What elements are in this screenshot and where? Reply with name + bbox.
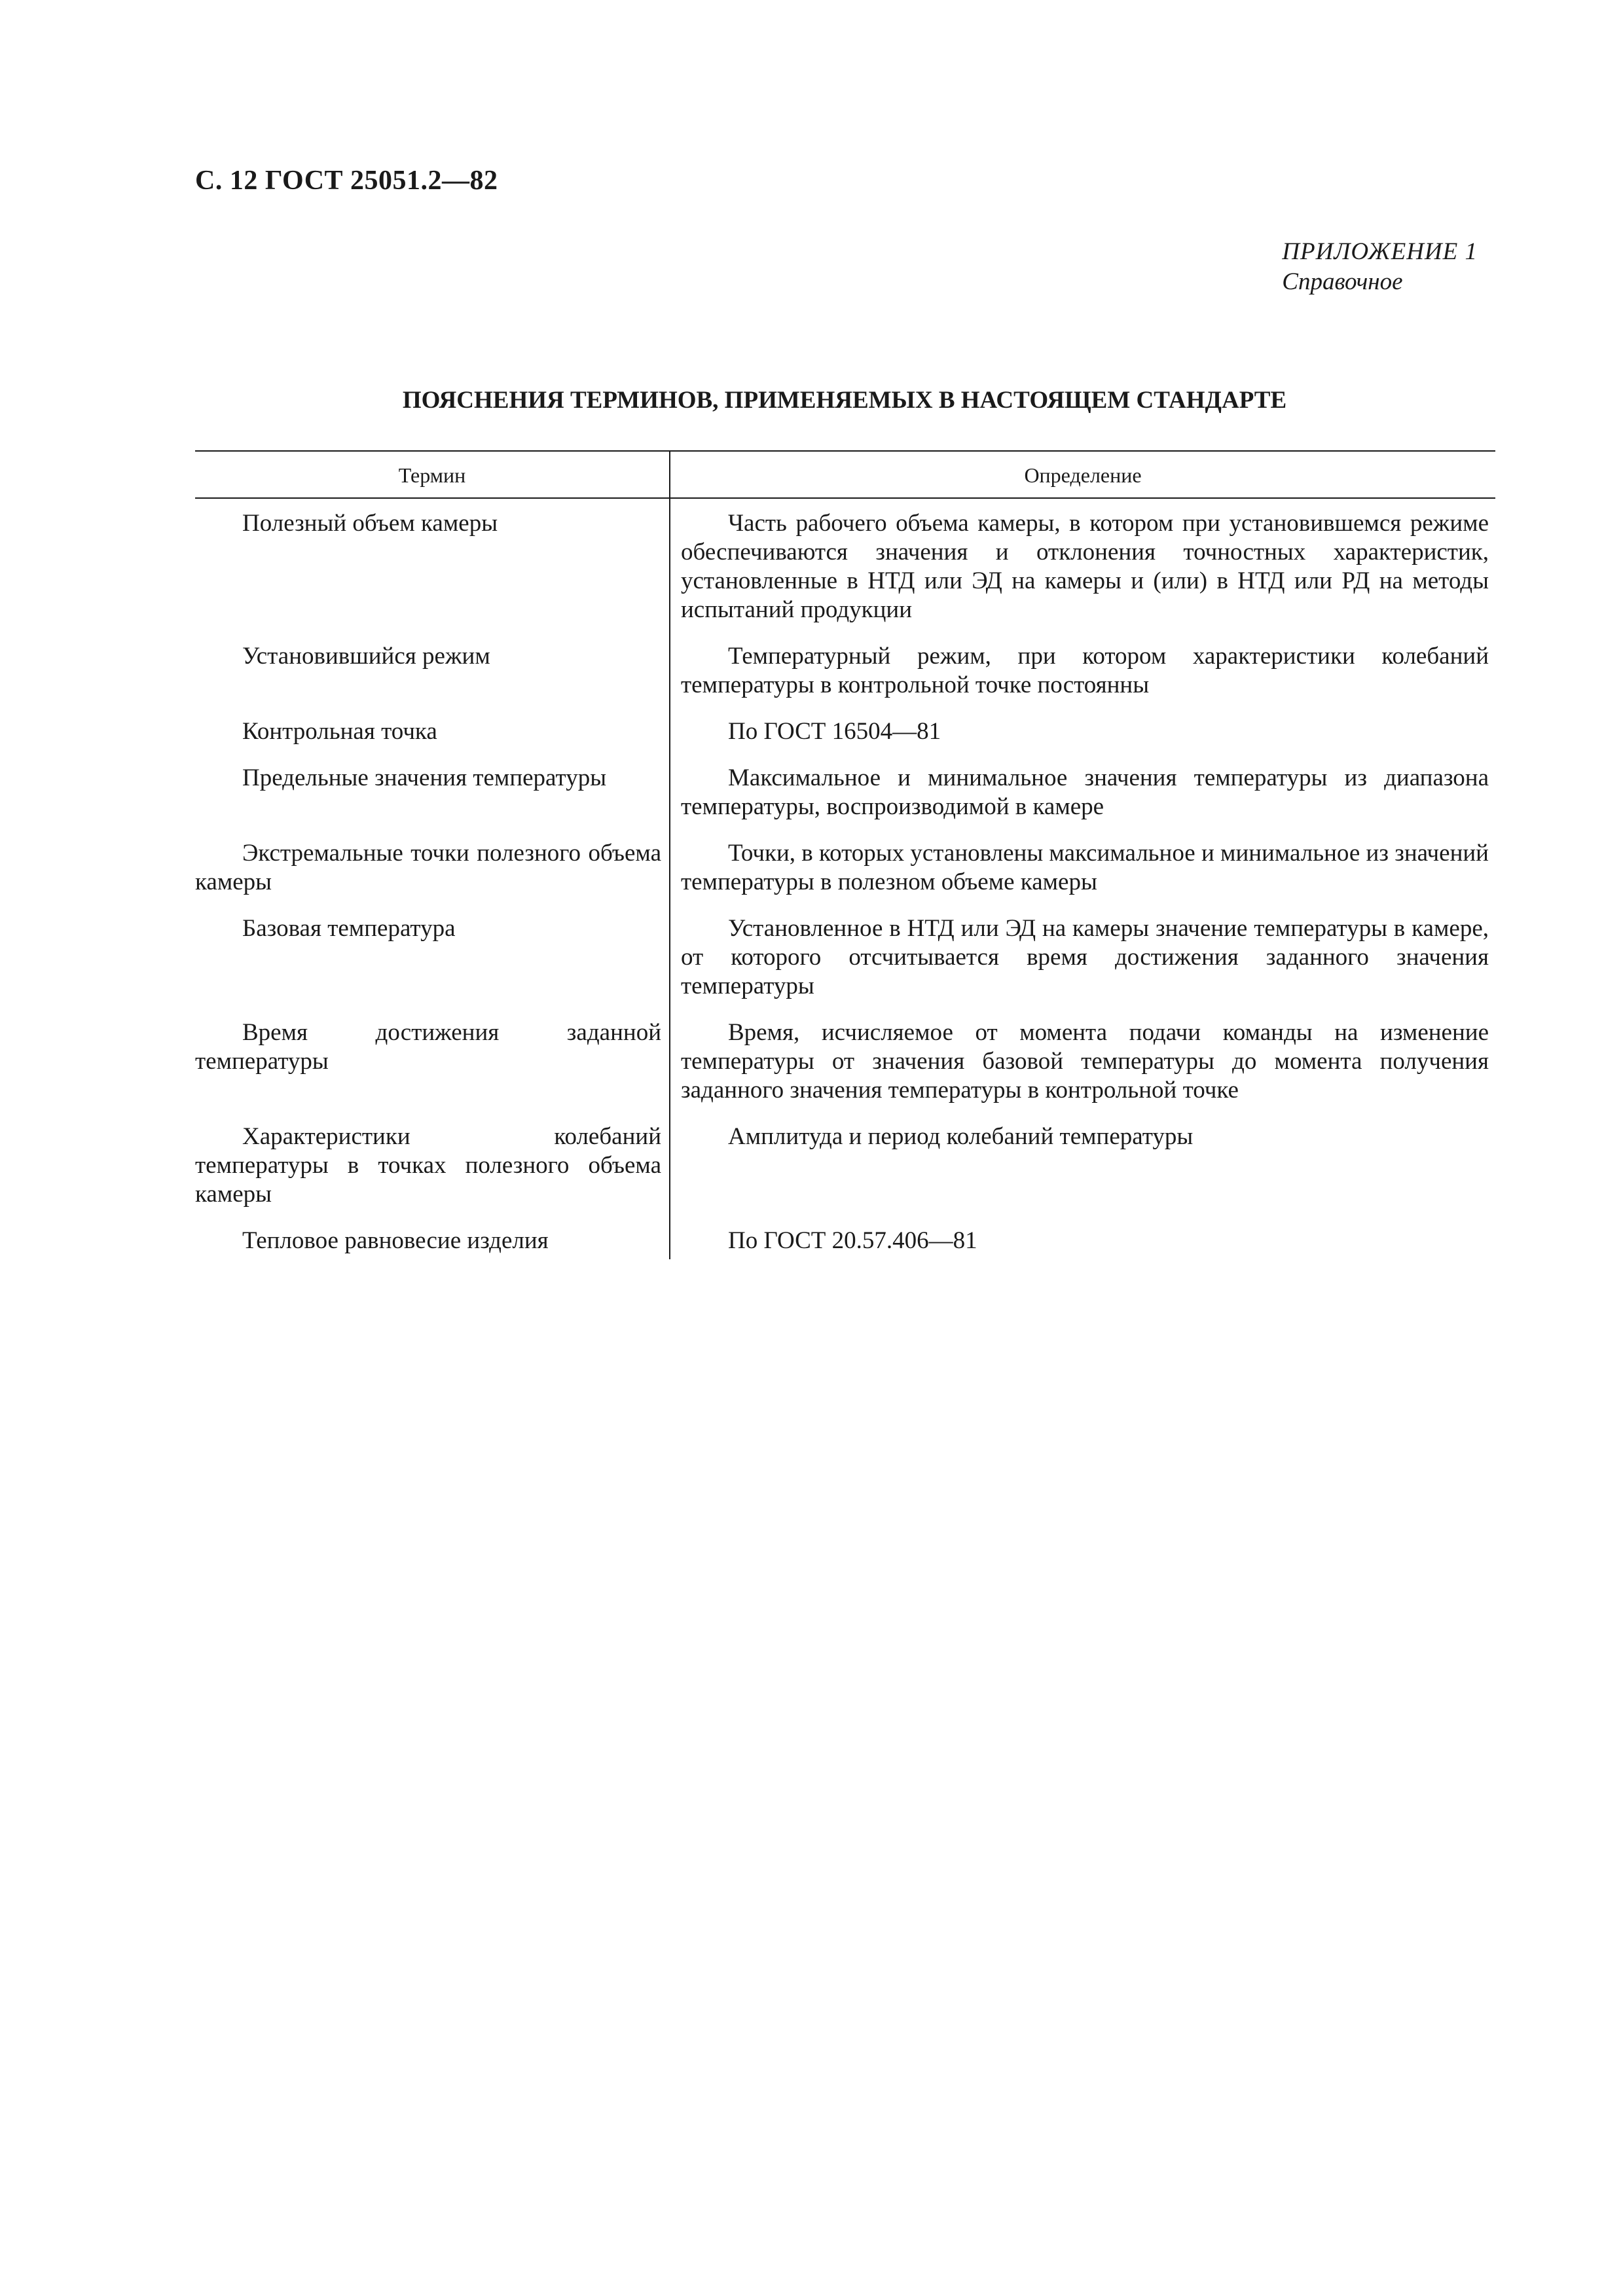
definition-cell: Часть рабочего объема камеры, в котором при установившемся режиме обеспечиваются значения и отклонения точностных характеристик, установленные в НТД или ЭД на камеры и (или) в НТД или РД на методы испытаний продукции [681, 510, 1489, 623]
table-row [195, 717, 1495, 764]
table-row [195, 914, 1495, 1018]
terms-table [195, 450, 1495, 1259]
term-cell: Характеристики колебаний температуры в точках полезного объема камеры [195, 1122, 670, 1227]
column-header-definition: Определение [670, 451, 1495, 498]
term-cell: Тепловое равновесие изделия [195, 1227, 670, 1259]
definition-cell: Амплитуда и период колебаний температуры [728, 1123, 1194, 1150]
document-title: ПОЯСНЕНИЯ ТЕРМИНОВ, ПРИМЕНЯЕМЫХ В НАСТОЯЩЕМ СТАНДАРТЕ [402, 387, 1287, 414]
definition-cell: Точки, в которых установлены максимальное и минимальное из значений температуры в полезном объеме камеры [681, 840, 1489, 895]
table-row [195, 1227, 1495, 1259]
table-header-row [195, 451, 1495, 498]
definition-cell: Установленное в НТД или ЭД на камеры значение температуры в камере, от которого отсчитывается время достижения заданного значения температуры [681, 915, 1489, 999]
term-cell: Контрольная точка [195, 717, 670, 764]
appendix-subtitle: Справочное [1282, 268, 1403, 295]
definition-cell: Максимальное и минимальное значения температуры из диапазона температуры, воспроизводимой в камере [681, 764, 1489, 820]
term-cell: Полезный объем камеры [195, 498, 670, 642]
term-cell: Установившийся режим [195, 642, 670, 717]
term-cell: Базовая температура [195, 914, 670, 1018]
page-header-label: С. 12 ГОСТ 25051.2—82 [195, 166, 498, 196]
term-cell: Экстремальные точки полезного объема камеры [195, 839, 670, 914]
term-cell: Предельные значения температуры [195, 764, 670, 839]
appendix-title: ПРИЛОЖЕНИЕ 1 [1282, 238, 1478, 265]
definition-cell: По ГОСТ 16504—81 [728, 718, 941, 745]
definition-cell: Температурный режим, при котором характеристики колебаний температуры в контрольной точке постоянны [681, 643, 1489, 698]
table-row [195, 764, 1495, 839]
table-row [195, 498, 1495, 642]
term-cell: Время достижения заданной температуры [195, 1018, 670, 1122]
definition-cell: Время, исчисляемое от момента подачи команды на изменение температуры от значения базовой температуры до момента получения заданного значения температуры в контрольной точке [681, 1019, 1489, 1103]
table-row [195, 1018, 1495, 1122]
table-row [195, 1122, 1495, 1227]
appendix-block [1282, 237, 1478, 297]
column-header-term: Термин [195, 451, 670, 498]
table-row [195, 642, 1495, 717]
definition-cell: По ГОСТ 20.57.406—81 [728, 1227, 977, 1254]
table-row [195, 839, 1495, 914]
